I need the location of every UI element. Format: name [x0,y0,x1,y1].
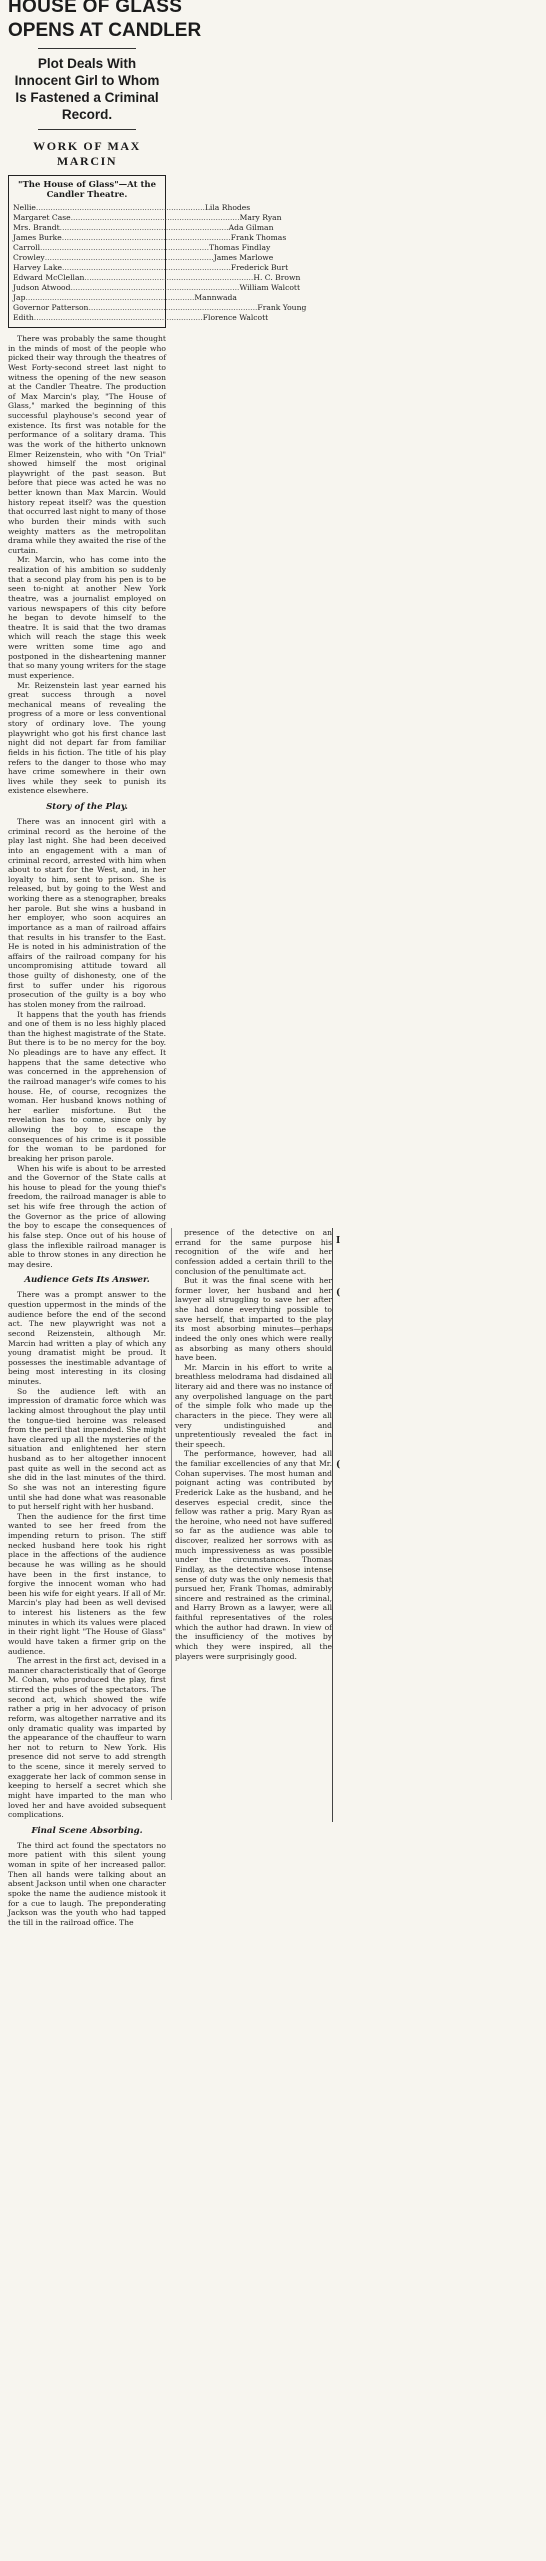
cast-leader-dots [70,283,239,293]
paragraph: The third act found the spectators no more patient with this silent young woman in spite of her increased pallor. Then all hands were talking about an absent Jackson until when one character spoke the name the audience mistook it for a cue to laugh. The preponderating Jackson was the youth who had tapped the till in the railroad office. The [8,1840,166,1927]
paragraph: There was an innocent girl with a criminal record as the heroine of the play last night. She had been deceived into an engagement with a man of criminal record, arrested with him when about to start for the West, and, in her loyalty to him, sent to prison. She is released, but by going to the West and working there as a stenographer, breaks her parole. But she wins a husband in her employer, who soon acquires an importance as a man of railroad affairs that results in his transfer to the East. He is noted in his administration of the affairs of the railroad company for his uncompromising attitude toward all those guilty of dishonesty, one of the first to suffer under his rigorous prosecution of the guilty is a boy who has stolen money from the railroad. [8,817,166,1009]
article-body-part-2 [8,817,166,1269]
cast-leader-dots [60,223,229,233]
cast-role: Edith [13,313,34,322]
cast-leader-dots [34,313,203,323]
paragraph: Then the audience for the first time wanted to see her freed from the impending return to prison. The stiff necked husband here took his right place in the affections of the audience because he was willing as he should have been in the first instance, to forgive the innocent woman who had been his wife for eight years. If all of Mr. Marcin's play had been as well devised to interest his listeners as the few minutes in which its values were placed in their right light "The House of Glass" would have taken a firmer grip on the audience. [8,1511,166,1656]
cast-role: Edward McClellan [13,273,85,282]
fragment-glyph: ( [336,1460,341,1470]
column-divider [332,1228,333,1822]
cast-row [13,243,271,253]
cast-list [13,203,307,323]
paragraph: Mr. Marcin in his effort to write a breathless melodrama had disdained all literary aid and there was no instance of any overpolished language on the part of the simple folk who made up the characters in the piece. They were all very undistinguished and unpretentiously revealed the fact in their speech. [175,1362,332,1449]
cast-actor: Thomas Findlay [209,243,271,252]
cast-leader-dots [40,243,209,253]
cast-row [13,203,251,213]
cast-actor: Lila Rhodes [204,203,251,212]
cast-actor: Florence Walcott [202,313,269,322]
cast-row [13,303,307,313]
paragraph: presence of the detective on an errand for the same purpose his recognition of the wife and her confession added a certain thrill to the conclusion of the penultimate act. [175,1228,332,1276]
cast-role: Governor Patterson [13,303,89,312]
cast-actor: Mannwada [194,293,237,302]
cast-leader-dots [88,303,257,313]
cast-actor: Frank Thomas [230,233,287,242]
paragraph: So the audience left with an impression of dramatic force which was lacking almost throughout the play until the tongue-tied heroine was released from the peril that impended. She might have cleared up all the mysteries of the situation and enlightened her stern husband as to her altogether innocent past quite as well in the second act as she did in the last minutes of the third. So she was not an interesting figure until she had done what was reasonable to put herself right with her husband. [8,1386,166,1512]
cast-actor: Frank Young [257,303,307,312]
adjacent-column-fragment [336,1228,342,1528]
cast-role: James Burke [13,233,62,242]
paragraph: There was a prompt answer to the question uppermost in the minds of the audience before the end of the second act. The new playwright was not a second Reizenstein, although Mr. Marcin had written a play of which any young dramatist might be proud. It possesses the inestimable advantage of being most interesting in its closing minutes. [8,1290,166,1386]
fragment-glyph: ( [336,1288,341,1298]
cast-row [13,213,282,223]
subhead-final-scene-absorbing: Final Scene Absorbing. [31,1825,143,1836]
paragraph: It happens that the youth has friends and one of them is no less highly placed than the highest magistrate of the State. But there is to be no mercy for the boy. No pleadings are to have any effect. It happens that the same detective who was concerned in the apprehension of the railroad manager's wife comes to his house. He, of course, recognizes the woman. Her husband knows nothing of her earlier misfortune. But the revelation has to come, since only by allowing the boy to escape the consequences of his crime is it possible for the woman to be pardoned for breaking her prison parole. [8,1009,166,1163]
paragraph: Mr. Reizenstein last year earned his great success through a novel mechanical means of revealing the progress of a more or less conventional story of ordinary love. The young playwright who got his first chance last night did not depart far from familiar fields in his fiction. The title of his play refers to the danger to those who may have crime somewhere in their own lives while they seek to punish its existence elsewhere. [8,680,166,796]
cast-row [13,293,237,303]
article-byline: WORK OF MAX MARCIN [33,139,141,168]
cast-role: Jap [13,293,26,302]
paragraph: Mr. Marcin, who has come into the realization of his ambition so suddenly that a second play from his pen is to be seen to-night at another New York theatre, was a journalist employed on various newspapers of this city before he began to devote himself to the theatre. It is said that the two dramas which will reach the stage this week were written some time ago and postponed in the disheartening manner that so many young writers for the stage must experience. [8,555,166,680]
cast-role: Judson Atwood [13,283,71,292]
cast-role: Crowley [13,253,45,262]
headline-rule [38,48,136,49]
article-deck: Plot Deals With Innocent Girl to Whom Is Fastened a Criminal Record. [14,56,160,122]
cast-leader-dots [45,253,214,263]
cast-leader-dots [25,293,194,303]
cast-actor: Ada Gilman [228,223,274,232]
paragraph: There was probably the same thought in the minds of most of the people who picked their way through the theatres of West Forty-second street last night to witness the opening of the new season at the Candler Theatre. The production of Max Marcin's play, "The House of Glass," marked the beginning of this successful playhouse's second year of existence. Its first was notable for the performance of a solitary drama. This was the work of the hitherto unknown Elmer Reizenstein, who with "On Trial" showed himself the most original playwright of the past season. But before that piece was acted he was no better known than Max Marcin. Would history repeat itself? was the question that occurred last night to many of those who burden their minds with such weighty matters as the metropolitan drama while they awaited the rise of the curtain. [8,334,166,555]
headline-line-2: OPENS AT CANDLER [8,20,202,41]
cast-box [8,175,307,328]
paragraph: But it was the final scene with her former lover, her husband and her lawyer all struggling to save her after she had done everything possible to save herself, that imparted to the play its most absorbing minutes—perhaps indeed the only ones which were really as absorbing as many others should have been. [175,1276,332,1363]
cast-row [13,313,269,323]
cast-actor: Frederick Burt [230,263,289,272]
subhead-story-of-the-play: Story of the Play. [46,802,128,812]
cast-row [13,283,301,293]
cast-leader-dots [71,213,240,223]
paragraph: When his wife is about to be arrested and the Governor of the State calls at his house to plead for the young thief's freedom, the railroad manager is able to set his wife free through the action of the Governor as the price of allowing the boy to escape the consequences of his false step. Once out of his house of glass the inflexible railroad manager is able to throw stones in any direction he may desire. [8,1163,166,1269]
cast-leader-dots [84,273,253,283]
article-body-part-1 [8,334,166,796]
cast-leader-dots [62,233,231,243]
cast-row [13,233,287,243]
cast-role: Carroll [13,243,41,252]
cast-leader-dots [62,263,231,273]
cast-actor: James Marlowe [213,253,274,262]
cast-role: Mrs. Brandt [13,223,60,232]
cast-actor: William Walcott [239,283,301,292]
article-body-part-4 [8,1841,166,1928]
headline-line-1: HOUSE OF GLASS [8,0,183,17]
cast-role: Margaret Case [13,213,71,222]
cast-row [13,223,274,233]
cast-actor: H. C. Brown [253,273,301,282]
cast-role: Harvey Lake [13,263,62,272]
article-body-part-3 [8,1290,166,1819]
cast-row [13,253,274,263]
cast-actor: Mary Ryan [239,213,282,222]
fragment-glyph: I [336,1236,341,1246]
article-body-continued [175,1228,332,1661]
cast-role: Nellie [13,203,36,212]
cast-leader-dots [36,203,205,213]
subhead-audience-gets-its-answer: Audience Gets Its Answer. [24,1275,150,1286]
deck-rule [38,129,136,130]
paragraph: The performance, however, had all the familiar excellencies of any that Mr. Cohan supervises. The most human and poignant acting was contributed by Frederick Lake as the husband, and he deserves especial credit, since the fellow was rather a prig. Mary Ryan as the heroine, who need not have suffered so far as the audience was able to discover, realized her sorrows with as much impressiveness as was possible under the circumstances. Thomas Findlay, as the detective whose intense sense of duty was the only nemesis that pursued her, Frank Thomas, admirably sincere and restrained as the criminal, and Harry Brown as a lawyer, were all faithful representatives of the roles which the author had drawn. In view of the insufficiency of the motives by which they were inspired, all the players were surprisingly good. [175,1449,332,1661]
article-column-2 [171,1228,332,1800]
paragraph: The arrest in the first act, devised in a manner characteristically that of George M. Cohan, who produced the play, first stirred the pulses of the spectators. The second act, which showed the wife rather a prig in her advocacy of prison reform, was altogether narrative and its only dramatic quality was imparted by the appearance of the chauffeur to warn her not to return to New York. His presence did not serve to add strength to the scene, since it merely served to exaggerate her lack of common sense in keeping to herself a secret which she might have imparted to the man who loved her and have avoided subsequent complications. [8,1656,166,1820]
cast-title: "The House of Glass"—At the Candler Theatre. [18,180,156,200]
cast-row [13,273,301,283]
cast-row [13,263,289,273]
